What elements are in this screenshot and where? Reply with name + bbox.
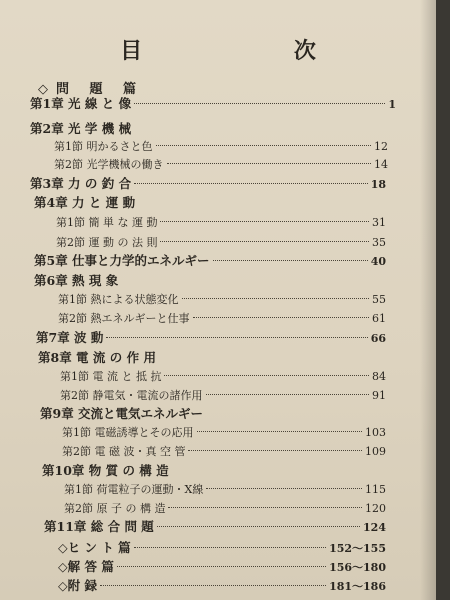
dot-leader	[197, 431, 363, 432]
toc-entry-label: 第2節 原 子 の 構 造	[64, 502, 166, 515]
toc-entry-page: 66	[370, 332, 386, 345]
toc-entry	[36, 330, 386, 346]
toc-entry-label: 第3章 力 の 釣 合	[30, 176, 132, 191]
toc-entry-label: ◇附 録	[58, 578, 97, 593]
toc-entry	[38, 350, 386, 366]
toc-entry-label: ◇解 答 篇	[58, 559, 114, 574]
toc-entry-page: 84	[372, 370, 386, 383]
toc-entry-page: 40	[370, 255, 386, 268]
toc-entry	[34, 253, 386, 269]
toc-entry	[34, 273, 386, 289]
toc-entry	[60, 369, 386, 385]
toc-entry-label: 第6章 熱 現 象	[34, 273, 119, 288]
dot-leader	[134, 547, 326, 548]
toc-entry	[58, 292, 386, 308]
section-heading: ◇問 題 篇	[38, 82, 145, 97]
dot-leader	[164, 375, 369, 376]
dot-leader	[117, 566, 326, 567]
toc-entry-page: 120	[365, 502, 386, 515]
dot-leader	[160, 241, 369, 242]
toc-entry-label: 第1節 電磁誘導とその応用	[62, 426, 194, 439]
toc-entry	[54, 139, 388, 155]
toc-entry-label: 第2章 光 学 機 械	[30, 121, 132, 136]
toc-entry	[64, 501, 386, 517]
toc-entry-label: 第10章 物 質 の 構 造	[42, 463, 169, 478]
dot-leader	[160, 221, 369, 222]
toc-entry-label: 第5章 仕事と力学的エネルギー	[34, 253, 210, 268]
toc-entry-page: 124	[363, 521, 386, 534]
toc-entry-label: 第4章 力 と 運 動	[34, 195, 136, 210]
dot-leader	[213, 260, 368, 261]
toc-entry-page: 55	[372, 293, 386, 306]
dot-leader	[134, 103, 385, 104]
toc-entry-label: 第1節 明かるさと色	[54, 140, 153, 153]
dot-leader	[134, 183, 368, 184]
toc-entry	[58, 578, 386, 594]
toc-entry-label: 第7章 波 動	[36, 330, 104, 345]
toc-entry-page: 1	[388, 98, 396, 111]
toc-entry-label: 第9章 交流と電気エネルギー	[40, 406, 204, 421]
dot-leader	[156, 145, 372, 146]
toc-entry-label: 第1節 簡 単 な 運 動	[56, 216, 158, 229]
toc-entry-page: 14	[374, 158, 388, 171]
toc-entry	[42, 463, 386, 479]
toc-entry-page: 156～180	[329, 561, 386, 574]
toc-entry	[30, 96, 396, 112]
toc-entry	[30, 176, 386, 192]
dot-leader	[100, 585, 326, 586]
toc-entry-label: 第2節 光学機械の働き	[54, 158, 164, 171]
toc-entry-label: 第1節 荷電粒子の運動・X線	[64, 483, 204, 496]
dot-leader	[206, 488, 362, 489]
dot-leader	[167, 163, 372, 164]
toc-entry-page: 31	[372, 216, 386, 229]
toc-entry-page: 109	[365, 445, 386, 458]
toc-entry-label: 第1節 電 流 と 抵 抗	[60, 370, 162, 383]
toc-entry	[40, 406, 386, 422]
toc-entry	[30, 121, 396, 137]
toc-entry	[62, 444, 386, 460]
toc-entry	[56, 235, 386, 251]
page-title: 目 次	[120, 38, 388, 64]
toc-entry-page: 61	[372, 312, 386, 325]
toc-entry-label: 第8章 電 流 の 作 用	[38, 350, 156, 365]
toc-entry	[64, 482, 386, 498]
toc-entry-label: 第2節 運 動 の 法 則	[56, 236, 158, 249]
toc-entry-page: 91	[372, 389, 386, 402]
toc-entry-page: 12	[374, 140, 388, 153]
toc-entry	[56, 215, 386, 231]
toc-entry	[34, 195, 388, 211]
toc-entry-label: 第2節 熱エネルギーと仕事	[58, 312, 190, 325]
dot-leader	[206, 394, 370, 395]
toc-entry-page: 181～186	[329, 580, 386, 593]
toc-entry-label: 第2節 電 磁 波・真 空 管	[62, 445, 186, 458]
toc-entry	[60, 388, 386, 404]
toc-entry	[44, 519, 386, 535]
toc-entry-page: 35	[372, 236, 386, 249]
toc-entry-page: 152～155	[329, 542, 386, 555]
dot-leader	[193, 317, 370, 318]
toc-entry	[58, 311, 386, 327]
toc-entry-label: 第1節 熱による状態変化	[58, 293, 179, 306]
toc-entry	[58, 540, 386, 556]
toc-entry-label: 第11章 総 合 問 題	[44, 519, 154, 534]
dot-leader	[188, 450, 362, 451]
toc-entry	[58, 559, 386, 575]
dot-leader	[106, 337, 367, 338]
toc-entry-label: ◇ヒ ン ト 篇	[58, 540, 131, 555]
toc-entry-page: 18	[370, 178, 386, 191]
toc-entry-page: 115	[365, 483, 386, 496]
toc-entry-label: 第1章 光 線 と 像	[30, 96, 132, 111]
toc-entry-page: 103	[365, 426, 386, 439]
toc-entry-label: 第2節 静電気・電流の諸作用	[60, 389, 203, 402]
toc-entry	[62, 425, 386, 441]
dot-leader	[157, 526, 360, 527]
toc-entry	[54, 157, 388, 173]
dot-leader	[168, 507, 362, 508]
dot-leader	[182, 298, 370, 299]
